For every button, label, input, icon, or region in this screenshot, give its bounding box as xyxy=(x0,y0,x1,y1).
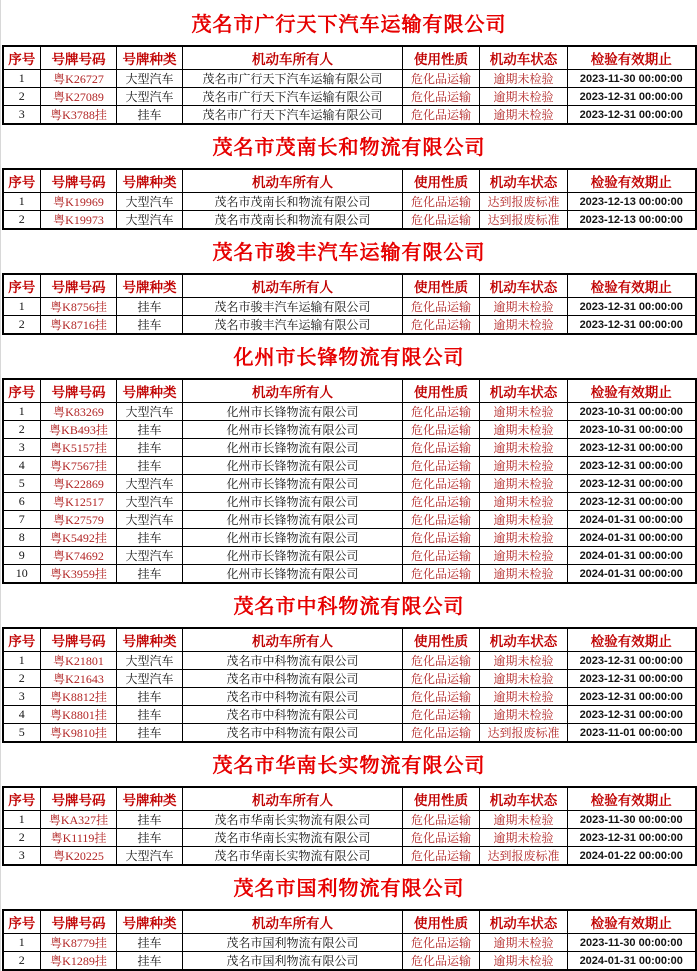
table-row xyxy=(3,193,696,211)
usage-type: 危化品运输 xyxy=(403,439,480,457)
table-row xyxy=(3,439,696,457)
plate-type: 大型汽车 xyxy=(117,475,183,493)
header-row xyxy=(3,379,696,403)
vehicle-table xyxy=(2,627,697,743)
column-header-inspection-expiry: 检验有效期止 xyxy=(568,169,696,193)
column-header-row-index: 序号 xyxy=(3,787,41,811)
table-row xyxy=(3,298,696,316)
plate-number: 粤KA327挂 xyxy=(41,811,117,829)
inspection-expiry: 2023-12-31 00:00:00 xyxy=(568,475,696,493)
column-header-inspection-expiry: 检验有效期止 xyxy=(568,787,696,811)
vehicle-table xyxy=(2,273,697,335)
row-index: 2 xyxy=(3,316,41,335)
vehicle-status: 逾期未检验 xyxy=(480,511,568,529)
plate-type: 挂车 xyxy=(117,316,183,335)
company-section xyxy=(1,13,697,125)
plate-number: 粤K5492挂 xyxy=(41,529,117,547)
row-index: 4 xyxy=(3,706,41,724)
plate-number: 粤K20225 xyxy=(41,847,117,866)
vehicle-owner: 化州市长锋物流有限公司 xyxy=(183,565,403,584)
column-header-plate-number: 号牌号码 xyxy=(41,379,117,403)
usage-type: 危化品运输 xyxy=(403,652,480,670)
vehicle-table xyxy=(2,786,697,866)
row-index: 1 xyxy=(3,811,41,829)
inspection-expiry: 2023-10-31 00:00:00 xyxy=(568,403,696,421)
plate-type: 大型汽车 xyxy=(117,511,183,529)
column-header-vehicle-owner: 机动车所有人 xyxy=(183,274,403,298)
vehicle-table xyxy=(2,45,697,125)
usage-type: 危化品运输 xyxy=(403,88,480,106)
column-header-row-index: 序号 xyxy=(3,910,41,934)
table-row xyxy=(3,457,696,475)
plate-type: 大型汽车 xyxy=(117,193,183,211)
column-header-plate-type: 号牌种类 xyxy=(117,910,183,934)
company-title: 茂名市中科物流有限公司 xyxy=(233,596,465,618)
column-header-vehicle-status: 机动车状态 xyxy=(480,628,568,652)
usage-type: 危化品运输 xyxy=(403,952,480,971)
plate-number: 粤K3959挂 xyxy=(41,565,117,584)
vehicle-status: 逾期未检验 xyxy=(480,475,568,493)
vehicle-owner: 茂名市茂南长和物流有限公司 xyxy=(183,193,403,211)
vehicle-owner: 茂名市中科物流有限公司 xyxy=(183,670,403,688)
vehicle-status: 逾期未检验 xyxy=(480,547,568,565)
usage-type: 危化品运输 xyxy=(403,475,480,493)
column-header-vehicle-status: 机动车状态 xyxy=(480,379,568,403)
row-index: 2 xyxy=(3,211,41,230)
column-header-plate-number: 号牌号码 xyxy=(41,274,117,298)
row-index: 4 xyxy=(3,457,41,475)
vehicle-owner: 茂名市华南长实物流有限公司 xyxy=(183,829,403,847)
row-index: 3 xyxy=(3,688,41,706)
usage-type: 危化品运输 xyxy=(403,847,480,866)
usage-type: 危化品运输 xyxy=(403,811,480,829)
plate-number: 粤K8756挂 xyxy=(41,298,117,316)
plate-type: 大型汽车 xyxy=(117,847,183,866)
vehicle-status: 逾期未检验 xyxy=(480,670,568,688)
column-header-plate-type: 号牌种类 xyxy=(117,169,183,193)
header-row xyxy=(3,910,696,934)
row-index: 2 xyxy=(3,670,41,688)
inspection-expiry: 2023-12-31 00:00:00 xyxy=(568,670,696,688)
plate-number: 粤K83269 xyxy=(41,403,117,421)
row-index: 3 xyxy=(3,439,41,457)
vehicle-status: 达到报废标准 xyxy=(480,211,568,230)
inspection-expiry: 2023-12-31 00:00:00 xyxy=(568,688,696,706)
vehicle-status: 逾期未检验 xyxy=(480,688,568,706)
plate-number: 粤K19969 xyxy=(41,193,117,211)
column-header-plate-type: 号牌种类 xyxy=(117,628,183,652)
column-header-vehicle-status: 机动车状态 xyxy=(480,910,568,934)
column-header-vehicle-status: 机动车状态 xyxy=(480,169,568,193)
vehicle-status: 逾期未检验 xyxy=(480,934,568,952)
inspection-expiry: 2023-11-30 00:00:00 xyxy=(568,70,696,88)
table-row xyxy=(3,511,696,529)
column-header-row-index: 序号 xyxy=(3,274,41,298)
table-row xyxy=(3,952,696,971)
plate-number: 粤K8812挂 xyxy=(41,688,117,706)
plate-number: 粤K19973 xyxy=(41,211,117,230)
row-index: 5 xyxy=(3,475,41,493)
table-row xyxy=(3,565,696,584)
column-header-plate-type: 号牌种类 xyxy=(117,379,183,403)
inspection-expiry: 2024-01-31 00:00:00 xyxy=(568,529,696,547)
row-index: 1 xyxy=(3,193,41,211)
row-index: 1 xyxy=(3,298,41,316)
vehicle-owner: 化州市长锋物流有限公司 xyxy=(183,547,403,565)
plate-number: 粤K27089 xyxy=(41,88,117,106)
column-header-inspection-expiry: 检验有效期止 xyxy=(568,46,696,70)
plate-number: 粤K8779挂 xyxy=(41,934,117,952)
vehicle-table xyxy=(2,378,697,584)
vehicle-owner: 化州市长锋物流有限公司 xyxy=(183,403,403,421)
table-row xyxy=(3,670,696,688)
plate-type: 挂车 xyxy=(117,934,183,952)
column-header-usage-type: 使用性质 xyxy=(403,169,480,193)
column-header-plate-number: 号牌号码 xyxy=(41,46,117,70)
inspection-expiry: 2023-12-31 00:00:00 xyxy=(568,493,696,511)
plate-type: 大型汽车 xyxy=(117,88,183,106)
column-header-vehicle-status: 机动车状态 xyxy=(480,46,568,70)
column-header-vehicle-owner: 机动车所有人 xyxy=(183,910,403,934)
usage-type: 危化品运输 xyxy=(403,493,480,511)
vehicle-status: 逾期未检验 xyxy=(480,439,568,457)
plate-number: 粤K21643 xyxy=(41,670,117,688)
vehicle-status: 逾期未检验 xyxy=(480,106,568,125)
table-row xyxy=(3,211,696,230)
usage-type: 危化品运输 xyxy=(403,511,480,529)
company-section xyxy=(1,595,697,743)
vehicle-table xyxy=(2,168,697,230)
company-title: 茂名市华南长实物流有限公司 xyxy=(212,755,486,777)
header-row xyxy=(3,46,696,70)
usage-type: 危化品运输 xyxy=(403,547,480,565)
vehicle-owner: 化州市长锋物流有限公司 xyxy=(183,493,403,511)
column-header-inspection-expiry: 检验有效期止 xyxy=(568,628,696,652)
inspection-expiry: 2023-10-31 00:00:00 xyxy=(568,421,696,439)
column-header-usage-type: 使用性质 xyxy=(403,787,480,811)
usage-type: 危化品运输 xyxy=(403,829,480,847)
vehicle-status: 逾期未检验 xyxy=(480,403,568,421)
row-index: 3 xyxy=(3,847,41,866)
usage-type: 危化品运输 xyxy=(403,688,480,706)
plate-type: 大型汽车 xyxy=(117,70,183,88)
vehicle-owner: 茂名市广行天下汽车运输有限公司 xyxy=(183,106,403,125)
inspection-expiry: 2023-11-30 00:00:00 xyxy=(568,811,696,829)
inspection-expiry: 2023-12-31 00:00:00 xyxy=(568,652,696,670)
vehicle-status: 逾期未检验 xyxy=(480,298,568,316)
table-row xyxy=(3,811,696,829)
plate-number: 粤K8801挂 xyxy=(41,706,117,724)
plate-number: 粤K12517 xyxy=(41,493,117,511)
header-row xyxy=(3,628,696,652)
plate-type: 挂车 xyxy=(117,706,183,724)
column-header-usage-type: 使用性质 xyxy=(403,46,480,70)
vehicle-owner: 茂名市国利物流有限公司 xyxy=(183,952,403,971)
plate-type: 挂车 xyxy=(117,829,183,847)
column-header-usage-type: 使用性质 xyxy=(403,628,480,652)
company-title: 茂名市茂南长和物流有限公司 xyxy=(212,137,486,159)
row-index: 1 xyxy=(3,934,41,952)
column-header-plate-number: 号牌号码 xyxy=(41,169,117,193)
company-section xyxy=(1,346,697,584)
inspection-expiry: 2023-12-31 00:00:00 xyxy=(568,106,696,125)
vehicle-owner: 茂名市国利物流有限公司 xyxy=(183,934,403,952)
inspection-expiry: 2023-12-31 00:00:00 xyxy=(568,706,696,724)
plate-number: 粤KB493挂 xyxy=(41,421,117,439)
usage-type: 危化品运输 xyxy=(403,529,480,547)
company-title: 茂名市骏丰汽车运输有限公司 xyxy=(212,242,486,264)
plate-type: 大型汽车 xyxy=(117,670,183,688)
vehicle-owner: 茂名市骏丰汽车运输有限公司 xyxy=(183,316,403,335)
vehicle-status: 达到报废标准 xyxy=(480,724,568,743)
plate-type: 大型汽车 xyxy=(117,493,183,511)
row-index: 2 xyxy=(3,829,41,847)
vehicle-status: 逾期未检验 xyxy=(480,421,568,439)
table-row xyxy=(3,829,696,847)
plate-type: 挂车 xyxy=(117,811,183,829)
usage-type: 危化品运输 xyxy=(403,403,480,421)
column-header-plate-type: 号牌种类 xyxy=(117,787,183,811)
vehicle-exposure-report xyxy=(1,13,697,971)
header-row xyxy=(3,787,696,811)
column-header-row-index: 序号 xyxy=(3,46,41,70)
column-header-row-index: 序号 xyxy=(3,169,41,193)
table-row xyxy=(3,688,696,706)
vehicle-status: 逾期未检验 xyxy=(480,70,568,88)
usage-type: 危化品运输 xyxy=(403,706,480,724)
company-title: 茂名市广行天下汽车运输有限公司 xyxy=(191,14,507,36)
column-header-vehicle-owner: 机动车所有人 xyxy=(183,169,403,193)
vehicle-status: 逾期未检验 xyxy=(480,565,568,584)
plate-number: 粤K1289挂 xyxy=(41,952,117,971)
vehicle-status: 逾期未检验 xyxy=(480,811,568,829)
usage-type: 危化品运输 xyxy=(403,421,480,439)
column-header-plate-number: 号牌号码 xyxy=(41,910,117,934)
inspection-expiry: 2023-12-31 00:00:00 xyxy=(568,298,696,316)
row-index: 2 xyxy=(3,421,41,439)
column-header-vehicle-owner: 机动车所有人 xyxy=(183,787,403,811)
table-row xyxy=(3,70,696,88)
table-row xyxy=(3,547,696,565)
inspection-expiry: 2023-12-13 00:00:00 xyxy=(568,211,696,230)
vehicle-status: 逾期未检验 xyxy=(480,316,568,335)
company-section xyxy=(1,136,697,230)
usage-type: 危化品运输 xyxy=(403,934,480,952)
company-title: 茂名市国利物流有限公司 xyxy=(233,878,465,900)
table-row xyxy=(3,421,696,439)
vehicle-owner: 化州市长锋物流有限公司 xyxy=(183,529,403,547)
inspection-expiry: 2023-12-31 00:00:00 xyxy=(568,439,696,457)
vehicle-status: 逾期未检验 xyxy=(480,952,568,971)
table-row xyxy=(3,88,696,106)
row-index: 1 xyxy=(3,70,41,88)
row-index: 2 xyxy=(3,952,41,971)
company-section xyxy=(1,877,697,971)
header-row xyxy=(3,169,696,193)
usage-type: 危化品运输 xyxy=(403,670,480,688)
usage-type: 危化品运输 xyxy=(403,724,480,743)
row-index: 3 xyxy=(3,106,41,125)
inspection-expiry: 2024-01-31 00:00:00 xyxy=(568,511,696,529)
column-header-vehicle-owner: 机动车所有人 xyxy=(183,628,403,652)
row-index: 10 xyxy=(3,565,41,584)
vehicle-table xyxy=(2,909,697,971)
vehicle-owner: 茂名市广行天下汽车运输有限公司 xyxy=(183,88,403,106)
usage-type: 危化品运输 xyxy=(403,565,480,584)
inspection-expiry: 2024-01-31 00:00:00 xyxy=(568,547,696,565)
vehicle-status: 达到报废标准 xyxy=(480,847,568,866)
column-header-usage-type: 使用性质 xyxy=(403,274,480,298)
plate-number: 粤K1119挂 xyxy=(41,829,117,847)
vehicle-status: 逾期未检验 xyxy=(480,829,568,847)
column-header-vehicle-status: 机动车状态 xyxy=(480,787,568,811)
inspection-expiry: 2023-12-13 00:00:00 xyxy=(568,193,696,211)
row-index: 9 xyxy=(3,547,41,565)
vehicle-owner: 茂名市广行天下汽车运输有限公司 xyxy=(183,70,403,88)
vehicle-owner: 化州市长锋物流有限公司 xyxy=(183,511,403,529)
plate-number: 粤K3788挂 xyxy=(41,106,117,125)
column-header-vehicle-owner: 机动车所有人 xyxy=(183,379,403,403)
column-header-plate-type: 号牌种类 xyxy=(117,274,183,298)
inspection-expiry: 2023-12-31 00:00:00 xyxy=(568,457,696,475)
table-row xyxy=(3,529,696,547)
column-header-row-index: 序号 xyxy=(3,379,41,403)
vehicle-status: 逾期未检验 xyxy=(480,493,568,511)
row-index: 8 xyxy=(3,529,41,547)
table-row xyxy=(3,493,696,511)
column-header-plate-type: 号牌种类 xyxy=(117,46,183,70)
vehicle-status: 逾期未检验 xyxy=(480,652,568,670)
vehicle-owner: 茂名市华南长实物流有限公司 xyxy=(183,847,403,866)
vehicle-owner: 茂名市华南长实物流有限公司 xyxy=(183,811,403,829)
plate-type: 挂车 xyxy=(117,298,183,316)
inspection-expiry: 2023-12-31 00:00:00 xyxy=(568,88,696,106)
plate-number: 粤K5157挂 xyxy=(41,439,117,457)
plate-type: 大型汽车 xyxy=(117,403,183,421)
plate-type: 挂车 xyxy=(117,106,183,125)
vehicle-status: 逾期未检验 xyxy=(480,706,568,724)
column-header-usage-type: 使用性质 xyxy=(403,910,480,934)
vehicle-status: 逾期未检验 xyxy=(480,88,568,106)
vehicle-owner: 茂名市中科物流有限公司 xyxy=(183,688,403,706)
inspection-expiry: 2023-11-01 00:00:00 xyxy=(568,724,696,743)
vehicle-owner: 化州市长锋物流有限公司 xyxy=(183,457,403,475)
vehicle-owner: 化州市长锋物流有限公司 xyxy=(183,439,403,457)
table-row xyxy=(3,403,696,421)
plate-type: 挂车 xyxy=(117,457,183,475)
plate-number: 粤K27579 xyxy=(41,511,117,529)
plate-type: 挂车 xyxy=(117,439,183,457)
plate-number: 粤K26727 xyxy=(41,70,117,88)
plate-type: 挂车 xyxy=(117,688,183,706)
column-header-inspection-expiry: 检验有效期止 xyxy=(568,910,696,934)
column-header-usage-type: 使用性质 xyxy=(403,379,480,403)
plate-number: 粤K74692 xyxy=(41,547,117,565)
vehicle-owner: 化州市长锋物流有限公司 xyxy=(183,421,403,439)
column-header-vehicle-owner: 机动车所有人 xyxy=(183,46,403,70)
plate-type: 挂车 xyxy=(117,421,183,439)
plate-type: 大型汽车 xyxy=(117,211,183,230)
usage-type: 危化品运输 xyxy=(403,316,480,335)
vehicle-owner: 茂名市茂南长和物流有限公司 xyxy=(183,211,403,230)
row-index: 1 xyxy=(3,403,41,421)
usage-type: 危化品运输 xyxy=(403,298,480,316)
vehicle-owner: 茂名市中科物流有限公司 xyxy=(183,652,403,670)
row-index: 2 xyxy=(3,88,41,106)
vehicle-status: 逾期未检验 xyxy=(480,457,568,475)
vehicle-owner: 化州市长锋物流有限公司 xyxy=(183,475,403,493)
plate-number: 粤K8716挂 xyxy=(41,316,117,335)
table-row xyxy=(3,724,696,743)
plate-type: 挂车 xyxy=(117,724,183,743)
usage-type: 危化品运输 xyxy=(403,106,480,125)
column-header-inspection-expiry: 检验有效期止 xyxy=(568,274,696,298)
usage-type: 危化品运输 xyxy=(403,457,480,475)
row-index: 6 xyxy=(3,493,41,511)
row-index: 7 xyxy=(3,511,41,529)
vehicle-owner: 茂名市中科物流有限公司 xyxy=(183,706,403,724)
plate-number: 粤K7567挂 xyxy=(41,457,117,475)
inspection-expiry: 2024-01-31 00:00:00 xyxy=(568,565,696,584)
table-row xyxy=(3,706,696,724)
row-index: 1 xyxy=(3,652,41,670)
usage-type: 危化品运输 xyxy=(403,70,480,88)
plate-number: 粤K21801 xyxy=(41,652,117,670)
usage-type: 危化品运输 xyxy=(403,193,480,211)
plate-type: 大型汽车 xyxy=(117,652,183,670)
company-title: 化州市长锋物流有限公司 xyxy=(233,347,465,369)
plate-type: 挂车 xyxy=(117,529,183,547)
header-row xyxy=(3,274,696,298)
inspection-expiry: 2024-01-22 00:00:00 xyxy=(568,847,696,866)
table-row xyxy=(3,652,696,670)
company-section xyxy=(1,754,697,866)
row-index: 5 xyxy=(3,724,41,743)
table-row xyxy=(3,316,696,335)
company-section xyxy=(1,241,697,335)
vehicle-owner: 茂名市中科物流有限公司 xyxy=(183,724,403,743)
table-row xyxy=(3,847,696,866)
column-header-vehicle-status: 机动车状态 xyxy=(480,274,568,298)
plate-type: 挂车 xyxy=(117,952,183,971)
plate-number: 粤K22869 xyxy=(41,475,117,493)
inspection-expiry: 2023-12-31 00:00:00 xyxy=(568,829,696,847)
inspection-expiry: 2023-12-31 00:00:00 xyxy=(568,316,696,335)
plate-number: 粤K9810挂 xyxy=(41,724,117,743)
table-row xyxy=(3,934,696,952)
plate-type: 挂车 xyxy=(117,565,183,584)
column-header-row-index: 序号 xyxy=(3,628,41,652)
column-header-plate-number: 号牌号码 xyxy=(41,787,117,811)
inspection-expiry: 2024-01-31 00:00:00 xyxy=(568,952,696,971)
inspection-expiry: 2023-11-30 00:00:00 xyxy=(568,934,696,952)
plate-type: 大型汽车 xyxy=(117,547,183,565)
table-row xyxy=(3,475,696,493)
column-header-plate-number: 号牌号码 xyxy=(41,628,117,652)
vehicle-owner: 茂名市骏丰汽车运输有限公司 xyxy=(183,298,403,316)
usage-type: 危化品运输 xyxy=(403,211,480,230)
vehicle-status: 达到报废标准 xyxy=(480,193,568,211)
column-header-inspection-expiry: 检验有效期止 xyxy=(568,379,696,403)
table-row xyxy=(3,106,696,125)
vehicle-status: 逾期未检验 xyxy=(480,529,568,547)
